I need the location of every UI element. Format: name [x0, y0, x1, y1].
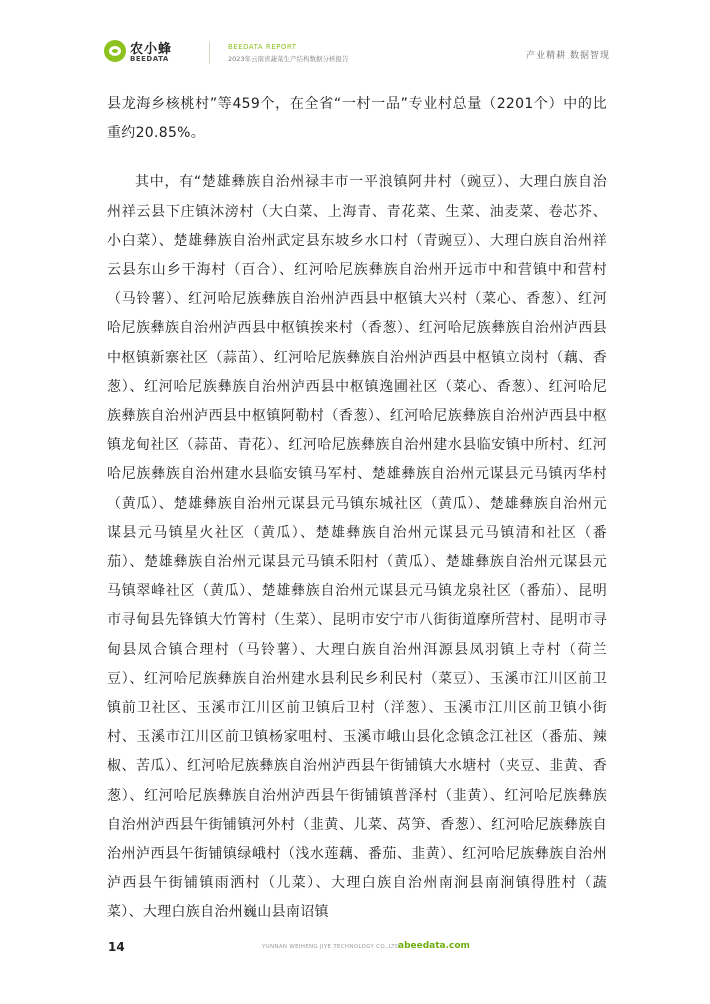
page-header [0, 0, 710, 80]
logo-name: 农小蜂 [130, 42, 173, 57]
paragraph-1: 县龙海乡核桃村”等459个，在全省“一村一品”专业村总量（2201个）中的比重约20.85%。 [107, 96, 607, 142]
page-footer [0, 940, 710, 970]
document-body [107, 90, 607, 928]
report-subtitle: 2023年云南省蔬菜生产结构数据分析报告 [228, 55, 349, 63]
page-number: 14 [108, 940, 125, 954]
header-tagline: 产业精耕 数据智现 [526, 51, 610, 61]
header-divider [209, 42, 210, 64]
paragraph-2: 其中，有“楚雄彝族自治州禄丰市一平浪镇阿井村（豌豆）、大理白族自治州祥云县下庄镇沐滂村（大白菜、上海青、青花菜、生菜、油麦菜、卷芯芥、小白菜）、楚雄彝族自治州武定县东坡乡水口村（青豌豆）、大理白族自治州祥云县东山乡干海村（百合）、红河哈尼族彝族自治州开远市中和营镇中和营村（马铃薯）、红河哈尼族彝族自治州泸西县中枢镇大兴村（菜心、香葱）、红河哈尼族彝族自治州泸西县中枢镇挨来村（香葱）、红河哈尼族彝族自治州泸西县中枢镇新寨社区（蒜苗）、红河哈尼族彝族自治州泸西县中枢镇立岗村（藕、香葱）、红河哈尼族彝族自治州泸西县中枢镇逸圃社区（菜心、香葱）、红河哈尼族彝族自治州泸西县中枢镇阿勒村（香葱）、红河哈尼族彝族自治州泸西县中枢镇龙甸社区（蒜苗、青花）、红河哈尼族彝族自治州建水县临安镇中所村、红河哈尼族彝族自治州建水县临安镇马军村、楚雄彝族自治州元谋县元马镇丙华村（黄瓜）、楚雄彝族自治州元谋县元马镇东城社区（黄瓜）、楚雄彝族自治州元谋县元马镇星火社区（黄瓜）、楚雄彝族自治州元谋县元马镇清和社区（番茄）、楚雄彝族自治州元谋县元马镇禾阳村（黄瓜）、楚雄彝族自治州元谋县元马镇翠峰社区（黄瓜）、楚雄彝族自治州元谋县元马镇龙泉社区（番茄）、昆明市寻甸县先锋镇大竹箐村（生菜）、昆明市安宁市八街街道摩所营村、昆明市寻甸县凤合镇合理村（马铃薯）、大理白族自治州洱源县凤羽镇上寺村（荷兰豆）、红河哈尼族彝族自治州建水县利民乡利民村（菜豆）、玉溪市江川区前卫镇前卫社区、玉溪市江川区前卫镇后卫村（洋葱）、玉溪市江川区前卫镇小街村、玉溪市江川区前卫镇杨家咀村、玉溪市峨山县化念镇念江社区（番茄、辣椒、苦瓜）、红河哈尼族彝族自治州泸西县午街铺镇大水塘村（夹豆、韭黄、香葱）、红河哈尼族彝族自治州泸西县午街铺镇普泽村（韭黄）、红河哈尼族彝族自治州泸西县午街铺镇河外村（韭黄、儿菜、莴笋、香葱）、红河哈尼族彝族自治州泸西县午街铺镇绿峨村（浅水莲藕、番茄、韭黄）、红河哈尼族彝族自治州泸西县午街铺镇雨洒村（儿菜）、大理白族自治州南涧县南涧镇得胜村（蔬菜）、大理白族自治州巍山县南诏镇 [107, 174, 607, 921]
brand-logo [104, 38, 214, 70]
logo-subtitle: BEEDATA [130, 55, 169, 63]
company-name: YUNNAN WEIHENG JIYE TECHNOLOGY CO.,LTD. [262, 944, 402, 950]
bee-logo-icon [104, 40, 126, 62]
website-link[interactable]: abeedata.com [398, 941, 470, 951]
report-title: BEEDATA REPORT [228, 43, 297, 51]
